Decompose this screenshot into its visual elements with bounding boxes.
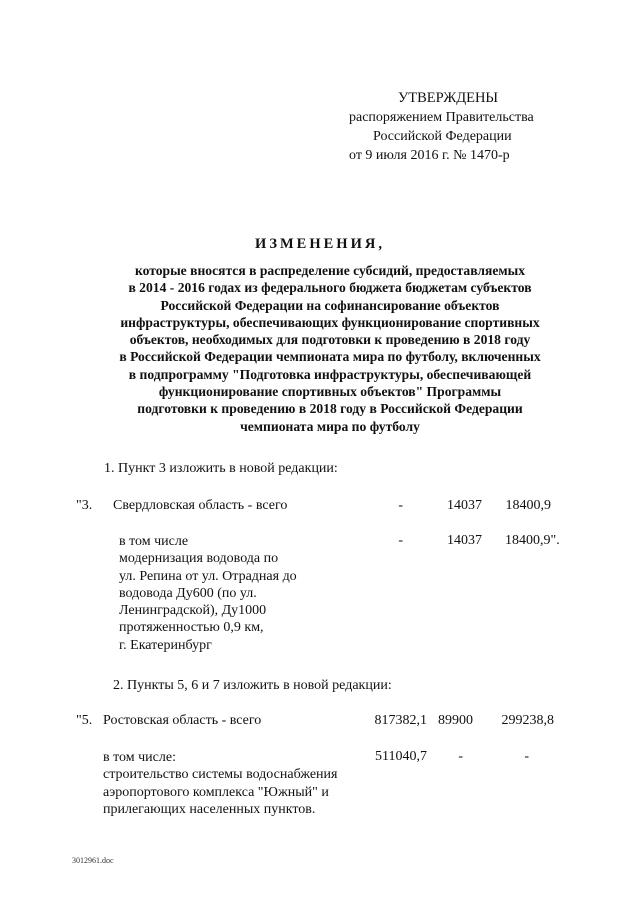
approval-line-date: от 9 июля 2016 г. № 1470-р (349, 148, 510, 163)
approval-heading: УТВЕРЖДЕНЫ (398, 90, 499, 106)
subtitle-line: подготовки к проведению в 2018 году в Российской Федерации (137, 401, 523, 417)
label-line: в том числе: (103, 750, 176, 765)
section2-row1-label: Ростовская область - всего (103, 713, 262, 728)
section2-row2-label (103, 749, 337, 818)
subtitle-line: чемпионата мира по футболу (240, 418, 420, 434)
section2-heading: 2. Пункты 5, 6 и 7 изложить в новой редакции: (113, 678, 392, 693)
subtitle-line: в подпрограмму "Подготовка инфраструктуры, обеспечивающей (128, 366, 532, 382)
subtitle-line: которые вносятся в распределение субсидий, предоставляемых (134, 263, 526, 278)
section2-row1-col2: 89900 (438, 713, 473, 728)
label-line: аэропортового комплекса "Южный" и (103, 784, 329, 800)
label-line: г. Екатеринбург (119, 637, 212, 653)
subtitle-line: в 2014 - 2016 годах из федерального бюджета бюджетам субъектов (128, 280, 532, 296)
label-line: строительство системы водоснабжения (103, 767, 338, 783)
section1-heading: 1. Пункт 3 изложить в новой редакции: (104, 461, 338, 476)
section2-row1-number: "5. (76, 713, 93, 728)
section1-row1-col1: - (398, 498, 403, 513)
approval-line-country: Российской Федерации (373, 129, 512, 144)
section2-row1-col1: 817382,1 (374, 713, 427, 728)
label-line: модернизация водовода по (119, 551, 279, 567)
document-subtitle (60, 262, 600, 435)
subtitle-line: объектов, необходимых для подготовки к проведению в 2018 году (129, 332, 531, 348)
subtitle-line: в Российской Федерации чемпионата мира по футболу, включенных (119, 349, 541, 365)
section1-row1-col2: 14037 (447, 498, 482, 513)
label-line: протяженностью 0,9 км, (119, 620, 264, 636)
section1-row2-label (119, 533, 297, 654)
subtitle-line: функционирование спортивных объектов" Программы (158, 384, 502, 400)
label-line: Ленинградской), Ду1000 (119, 603, 267, 619)
file-reference: 3012961.doc (72, 856, 114, 865)
label-line: ул. Репина от ул. Отрадная до (119, 568, 297, 584)
label-line: водовода Ду600 (по ул. (119, 585, 257, 601)
section1-row2-col2: 14037 (447, 533, 482, 548)
label-line: прилегающих населенных пунктов. (103, 801, 316, 817)
section2-row2-col2: - (458, 749, 463, 764)
section1-row1-label: Свердловская область - всего (113, 498, 288, 513)
subtitle-line: инфраструктуры, обеспечивающих функционирование спортивных (120, 314, 540, 330)
section2-row2-col1: 511040,7 (375, 749, 427, 764)
section1-row2-col1: - (398, 533, 403, 548)
section2-row2-col3: - (524, 749, 529, 764)
section1-row2-col3: 18400,9". (505, 533, 560, 548)
label-line: в том числе (119, 534, 189, 549)
document-title: ИЗМЕНЕНИЯ, (255, 236, 385, 252)
section1-row1-col3: 18400,9 (505, 498, 551, 513)
section1-row1-number: "3. (76, 498, 93, 513)
section2-row1-col3: 299238,8 (501, 713, 554, 728)
approval-line-authority: распоряжением Правительства (349, 110, 534, 125)
subtitle-line: Российской Федерации на софинансирование объектов (160, 297, 500, 313)
